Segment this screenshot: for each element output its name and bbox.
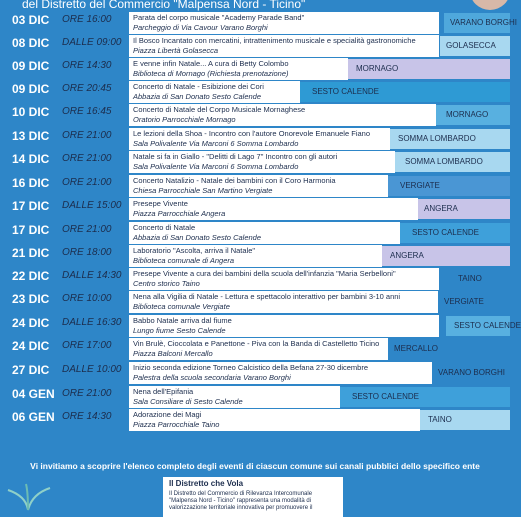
event-time: ORE 18:00 <box>62 247 112 258</box>
event-box <box>129 386 340 408</box>
event-title: Concerto di Natale del Corpo Musicale Mornaghese <box>133 105 306 114</box>
event-box <box>129 338 388 360</box>
event-row <box>0 12 517 35</box>
event-time: DALLE 14:30 <box>62 270 122 281</box>
event-title: Concerto di Natale <box>133 223 196 232</box>
event-box <box>129 409 420 431</box>
event-time: ORE 21:00 <box>62 388 112 399</box>
event-box <box>129 58 348 80</box>
event-row <box>0 175 510 198</box>
event-row <box>0 58 510 81</box>
logo-circle <box>470 0 510 10</box>
event-date: 08 DIC <box>12 36 50 50</box>
event-place: Sala Polivalente Via Marconi 6 Somma Lombardo <box>133 139 299 148</box>
event-time: ORE 14:30 <box>62 60 112 71</box>
event-box <box>129 291 438 313</box>
event-title: Il Bosco Incantato con mercatini, intrattenimento musicale e specialità gastronomiche <box>133 36 416 45</box>
event-town: VERGIATE <box>444 297 484 306</box>
event-time: ORE 21:00 <box>62 130 112 141</box>
event-place: Abbazia di San Donato Sesto Calende <box>133 92 262 101</box>
event-box <box>129 198 418 220</box>
event-row <box>0 128 510 151</box>
event-row <box>0 268 510 291</box>
event-title: Natale si fa in Giallo - "Delitti di Lago 7" Incontro con gli autori <box>133 152 338 161</box>
event-box <box>129 268 439 290</box>
event-time: ORE 10:00 <box>62 293 112 304</box>
event-date: 16 DIC <box>12 176 50 190</box>
info-box <box>163 477 343 517</box>
event-town: VARANO BORGHI <box>450 18 517 27</box>
event-time: DALLE 10:00 <box>62 364 122 375</box>
event-place: Parcheggio di Via Cavour Varano Borghi <box>133 23 268 32</box>
event-town: GOLASECCA <box>446 41 496 50</box>
event-date: 14 DIC <box>12 152 50 166</box>
event-place: Palestra della scuola secondaria Varano Borghi <box>133 373 291 382</box>
event-box <box>129 12 439 34</box>
event-date: 17 DIC <box>12 223 50 237</box>
event-row <box>0 151 510 174</box>
event-row <box>0 104 510 127</box>
event-town: SESTO CALENDE <box>312 87 379 96</box>
event-time: ORE 16:00 <box>62 14 112 25</box>
event-title: Presepe Vivente a cura dei bambini della scuola dell'infanzia "Maria Serbelloni" <box>133 269 396 278</box>
event-title: Presepe Vivente <box>133 199 188 208</box>
event-place: Centro storico Taino <box>133 279 200 288</box>
info-title: Il Distretto che Vola <box>169 479 244 488</box>
event-box <box>129 245 382 267</box>
event-date: 17 DIC <box>12 199 50 213</box>
event-town: SESTO CALENDE <box>454 321 521 330</box>
event-date: 24 DIC <box>12 316 50 330</box>
palm-leaf-icon <box>0 484 58 510</box>
event-date: 13 DIC <box>12 129 50 143</box>
event-town: MORNAGO <box>356 64 399 73</box>
event-box <box>129 362 432 384</box>
event-time: ORE 14:30 <box>62 411 112 422</box>
event-place: Piazza Parrocchiale Taino <box>133 420 220 429</box>
event-date: 09 DIC <box>12 59 50 73</box>
event-time: ORE 16:45 <box>62 106 112 117</box>
event-title: Nena dell'Epifania <box>133 387 194 396</box>
event-box <box>129 151 395 173</box>
event-row <box>0 81 510 104</box>
event-time: DALLE 09:00 <box>62 37 122 48</box>
event-town: SOMMA LOMBARDO <box>398 134 476 143</box>
event-time: DALLE 16:30 <box>62 317 122 328</box>
event-time: ORE 21:00 <box>62 177 112 188</box>
event-title: Babbo Natale arriva dal fiume <box>133 316 232 325</box>
footer-message: Vi invitiamo a scoprire l'elenco completo degli eventi di ciascun comune sui canali pubblici dello specifico ente <box>30 461 480 471</box>
event-time: DALLE 15:00 <box>62 200 122 211</box>
event-box <box>129 35 439 57</box>
event-row <box>0 315 521 338</box>
event-title: Inizio seconda edizione Torneo Calcistico della Befana 27-30 dicembre <box>133 363 369 372</box>
event-town: MORNAGO <box>446 110 489 119</box>
event-place: Biblioteca di Mornago (Richiesta prenotazione) <box>133 69 289 78</box>
event-row <box>0 362 510 385</box>
event-date: 04 GEN <box>12 387 55 401</box>
event-date: 03 DIC <box>12 13 50 27</box>
event-date: 27 DIC <box>12 363 50 377</box>
event-date: 23 DIC <box>12 292 50 306</box>
event-title: Concerto Natalizio - Natale dei bambini con il Coro Harmonia <box>133 176 336 185</box>
event-place: Chiesa Parrocchiale San Martino Vergiate <box>133 186 273 195</box>
event-title: Parata del corpo musicale "Academy Parade Band" <box>133 13 305 22</box>
event-place: Abbazia di San Donato Sesto Calende <box>133 233 262 242</box>
event-place: Lungo fiume Sesto Calende <box>133 326 226 335</box>
event-town: VARANO BORGHI <box>438 368 505 377</box>
info-text: Il Distretto del Commercio di Rilevanza Intercomunale "Malpensa Nord - Ticino" rappresenta una modalità di valorizzazione territoriale innovativa per promuovere il <box>169 491 313 511</box>
event-place: Sala Polivalente Via Marconi 6 Somma Lombardo <box>133 162 299 171</box>
event-title: Concerto di Natale - Esibizione dei Cori <box>133 82 264 91</box>
event-row <box>0 409 510 432</box>
event-row <box>0 245 510 268</box>
event-time: ORE 17:00 <box>62 340 112 351</box>
event-place: Sala Consiliare di Sesto Calende <box>133 397 243 406</box>
event-place: Biblioteca comunale di Angera <box>133 256 235 265</box>
event-date: 21 DIC <box>12 246 50 260</box>
event-box <box>129 175 388 197</box>
event-town: TAINO <box>458 274 482 283</box>
event-title: Le lezioni della Shoa - Incontro con l'autore Onorevole Emanuele Fiano <box>133 129 370 138</box>
event-place: Piazza Libertà Golasecca <box>133 46 219 55</box>
event-row <box>0 35 510 58</box>
event-date: 06 GEN <box>12 410 55 424</box>
event-title: Laboratorio "Ascolta, arriva il Natale" <box>133 246 256 255</box>
event-place: Piazza Parrocchiale Angera <box>133 209 226 218</box>
event-town: SESTO CALENDE <box>412 228 479 237</box>
event-box <box>129 128 390 150</box>
event-date: 10 DIC <box>12 105 50 119</box>
event-town: ANGERA <box>424 204 458 213</box>
event-town: SOMMA LOMBARDO <box>405 157 483 166</box>
event-title: Nena alla Vigilia di Natale - Lettura e spettacolo interattivo per bambini 3-10 anni <box>133 292 401 301</box>
event-row <box>0 222 510 245</box>
event-title: Adorazione dei Magi <box>133 410 202 419</box>
event-title: Vin Brulè, Cioccolata e Panettone - Piva con la Banda di Castelletto Ticino <box>133 339 380 348</box>
event-box <box>129 315 439 337</box>
event-row <box>0 386 510 409</box>
event-place: Piazza Balconi Mercallo <box>133 349 213 358</box>
event-town: MERCALLO <box>394 344 439 353</box>
event-time: ORE 20:45 <box>62 83 112 94</box>
event-place: Biblioteca comunale Vergiate <box>133 302 230 311</box>
event-row <box>0 198 510 221</box>
event-row <box>0 291 510 314</box>
event-town: TAINO <box>428 415 452 424</box>
event-place: Oratorio Parrocchiale Mornago <box>133 115 236 124</box>
event-town: ANGERA <box>390 251 424 260</box>
event-box <box>129 104 436 126</box>
event-time: ORE 21:00 <box>62 224 112 235</box>
page-title: del Distretto del Commercio "Malpensa Nord - Ticino" <box>22 0 306 11</box>
event-row <box>0 338 510 361</box>
event-box <box>129 81 300 103</box>
event-time: ORE 21:00 <box>62 153 112 164</box>
event-date: 09 DIC <box>12 82 50 96</box>
event-date: 22 DIC <box>12 269 50 283</box>
event-title: E venne infin Natale... A cura di Betty Colombo <box>133 59 289 68</box>
event-town: VERGIATE <box>400 181 440 190</box>
event-box <box>129 222 400 244</box>
event-town: SESTO CALENDE <box>352 392 419 401</box>
event-date: 24 DIC <box>12 339 50 353</box>
